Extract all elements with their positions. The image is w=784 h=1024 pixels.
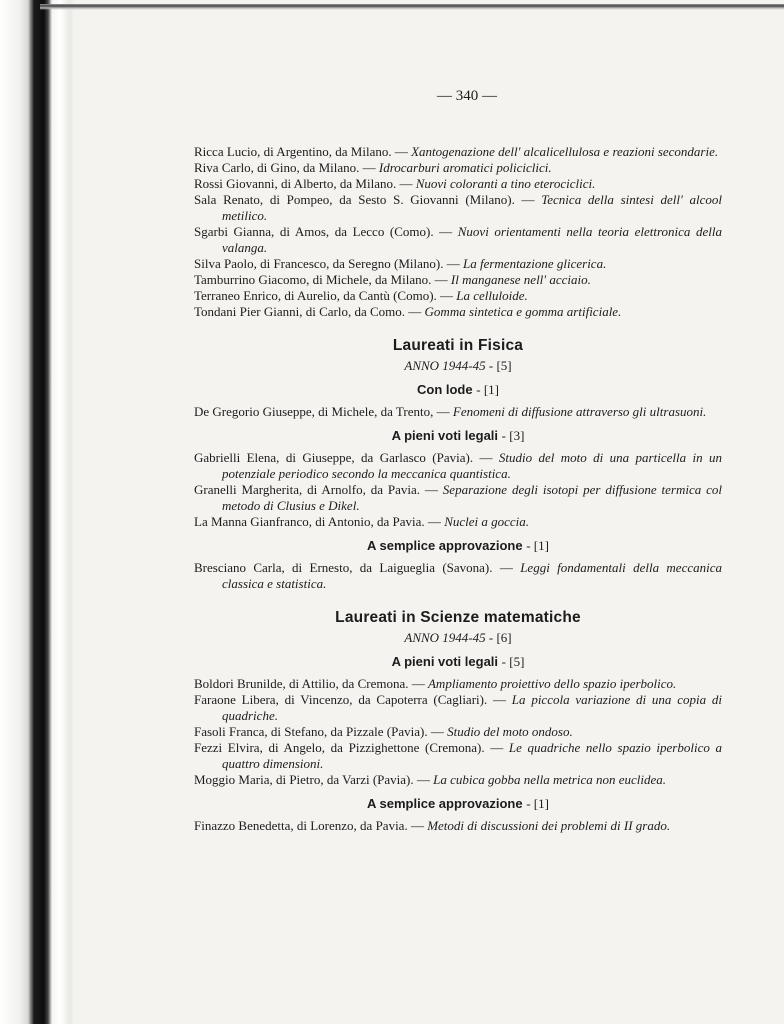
- matematiche-pieni-list: [194, 676, 722, 788]
- thesis-title: Studio del moto ondoso.: [447, 724, 573, 739]
- fisica-pieni-label: A pieni voti legali: [391, 428, 499, 443]
- thesis-title: La fermentazione glicerica.: [462, 256, 607, 271]
- thesis-title: Studio del moto di una particella in un potenziale periodico secondo la meccanica quantistica.: [222, 450, 722, 481]
- thesis-title: Xantogenazione dell' alcalicellulosa e reazioni secondarie.: [411, 144, 719, 159]
- graduate-entry: [194, 772, 722, 788]
- matematiche-semplice-count: - [1]: [526, 796, 549, 811]
- thesis-title: Separazione degli isotopi per diffusione termica col metodo di Clusius e Dikel.: [222, 482, 722, 513]
- graduate-details: Sala Renato, di Pompeo, da Sesto S. Giovanni (Milano). —: [194, 192, 542, 207]
- matematiche-semplice-label: A semplice approvazione: [367, 796, 523, 811]
- thesis-title: Fenomeni di diffusione attraverso gli ultrasuoni.: [452, 404, 707, 419]
- graduate-details: Tondani Pier Gianni, di Carlo, da Como. —: [194, 304, 425, 319]
- graduate-entry: [194, 740, 722, 772]
- thesis-title: Nuovi orientamenti nella teoria elettronica della valanga.: [222, 224, 722, 255]
- graduate-details: Gabrielli Elena, di Giuseppe, da Garlasco (Pavia). —: [194, 450, 499, 465]
- matematiche-year: [194, 630, 722, 646]
- fisica-year: [194, 358, 722, 374]
- matematiche-semplice-list: [194, 818, 722, 834]
- graduate-details: Granelli Margherita, di Arnolfo, da Pavia. —: [194, 482, 443, 497]
- fisica-year-label: ANNO 1944-45: [404, 358, 486, 373]
- graduate-details: Boldori Brunilde, di Attilio, da Cremona. —: [194, 676, 428, 691]
- top-edge-rule: [40, 4, 784, 10]
- matematiche-pieni-count: - [5]: [501, 654, 525, 669]
- graduate-details: Moggio Maria, di Pietro, da Varzi (Pavia). —: [194, 772, 434, 787]
- fisica-lode-label: Con lode: [417, 382, 473, 397]
- thesis-title: La piccola variazione di una copia di quadriche.: [222, 692, 722, 723]
- fisica-year-count: - [5]: [488, 358, 512, 373]
- thesis-title: La celluloide.: [456, 288, 528, 303]
- graduate-entry: [194, 676, 722, 692]
- graduate-details: Sgarbi Gianna, di Amos, da Lecco (Como). —: [194, 224, 458, 239]
- fisica-pieni-heading: [194, 428, 722, 444]
- graduate-entry: [194, 160, 722, 176]
- graduate-details: Fasoli Franca, di Stefano, da Pizzale (Pavia). —: [194, 724, 448, 739]
- graduate-entry: [194, 560, 722, 592]
- fisica-semplice-label: A semplice approvazione: [367, 538, 523, 553]
- matematiche-year-count: - [6]: [488, 630, 512, 645]
- graduate-details: Tamburrino Giacomo, di Michele, da Milano. —: [194, 272, 451, 287]
- graduate-details: Silva Paolo, di Francesco, da Seregno (Milano). —: [194, 256, 463, 271]
- graduate-details: Fezzi Elvira, di Angelo, da Pizzighettone (Cremona). —: [194, 740, 509, 755]
- fisica-semplice-list: [194, 560, 722, 592]
- fisica-lode-heading: [194, 382, 722, 398]
- page-number: — 340 —: [437, 88, 497, 104]
- fisica-semplice-heading: [194, 538, 722, 554]
- matematiche-semplice-heading: [194, 796, 722, 812]
- graduate-details: Riva Carlo, di Gino, da Milano. —: [194, 160, 379, 175]
- thesis-title: Le quadriche nello spazio iperbolico a quattro dimensioni.: [222, 740, 722, 771]
- section-heading-matematiche: Laureati in Scienze matematiche: [335, 609, 581, 626]
- graduate-details: De Gregorio Giuseppe, di Michele, da Trento, —: [194, 404, 453, 419]
- fisica-pieni-count: - [3]: [501, 428, 525, 443]
- graduate-entry: [194, 482, 722, 514]
- graduate-details: Terraneo Enrico, di Aurelio, da Cantù (Como). —: [194, 288, 457, 303]
- graduate-details: Rossi Giovanni, di Alberto, da Milano. —: [194, 176, 416, 191]
- book-binding-edge: [0, 0, 74, 1024]
- graduate-entry: [194, 404, 722, 420]
- graduate-entry: [194, 304, 722, 320]
- thesis-title: Tecnica della sintesi dell' alcool metilico.: [222, 192, 722, 223]
- graduate-details: Ricca Lucio, di Argentino, da Milano. —: [194, 144, 412, 159]
- matematiche-pieni-label: A pieni voti legali: [391, 654, 499, 669]
- fisica-lode-count: - [1]: [476, 382, 499, 397]
- thesis-title: Nuovi coloranti a tino eterociclici.: [415, 176, 596, 191]
- graduate-entry: [194, 514, 722, 530]
- graduate-entry: [194, 176, 722, 192]
- thesis-title: Idrocarburi aromatici policiclici.: [378, 160, 552, 175]
- section-heading-fisica: Laureati in Fisica: [392, 337, 524, 354]
- thesis-title: Metodi di discussioni dei problemi di II grado.: [427, 818, 671, 833]
- fisica-lode-list: [194, 404, 722, 420]
- thesis-title: La cubica gobba nella metrica non euclidea.: [433, 772, 667, 787]
- graduate-entry: [194, 288, 722, 304]
- matematiche-pieni-heading: [194, 654, 722, 670]
- graduate-entry: [194, 450, 722, 482]
- graduate-entry: [194, 192, 722, 224]
- graduate-details: La Manna Gianfranco, di Antonio, da Pavia. —: [194, 514, 445, 529]
- graduate-entry: [194, 272, 722, 288]
- graduate-entry: [194, 256, 722, 272]
- graduate-details: Faraone Libera, di Vincenzo, da Capoterra (Cagliari). —: [194, 692, 512, 707]
- thesis-title: Ampliamento proiettivo dello spazio iperbolico.: [427, 676, 677, 691]
- thesis-title: Gomma sintetica e gomma artificiale.: [424, 304, 622, 319]
- top-entries-list: [194, 144, 722, 320]
- fisica-semplice-count: - [1]: [526, 538, 549, 553]
- page-content: [194, 144, 722, 834]
- graduate-entry: [194, 144, 722, 160]
- fisica-pieni-list: [194, 450, 722, 530]
- graduate-details: Bresciano Carla, di Ernesto, da Laigueglia (Savona). —: [194, 560, 521, 575]
- thesis-title: Leggi fondamentali della meccanica classica e statistica.: [222, 560, 722, 591]
- matematiche-year-label: ANNO 1944-45: [404, 630, 486, 645]
- graduate-entry: [194, 818, 722, 834]
- graduate-entry: [194, 224, 722, 256]
- thesis-title: Il manganese nell' acciaio.: [450, 272, 591, 287]
- thesis-title: Nuclei a goccia.: [444, 514, 530, 529]
- graduate-details: Finazzo Benedetta, di Lorenzo, da Pavia. —: [194, 818, 428, 833]
- graduate-entry: [194, 692, 722, 724]
- graduate-entry: [194, 724, 722, 740]
